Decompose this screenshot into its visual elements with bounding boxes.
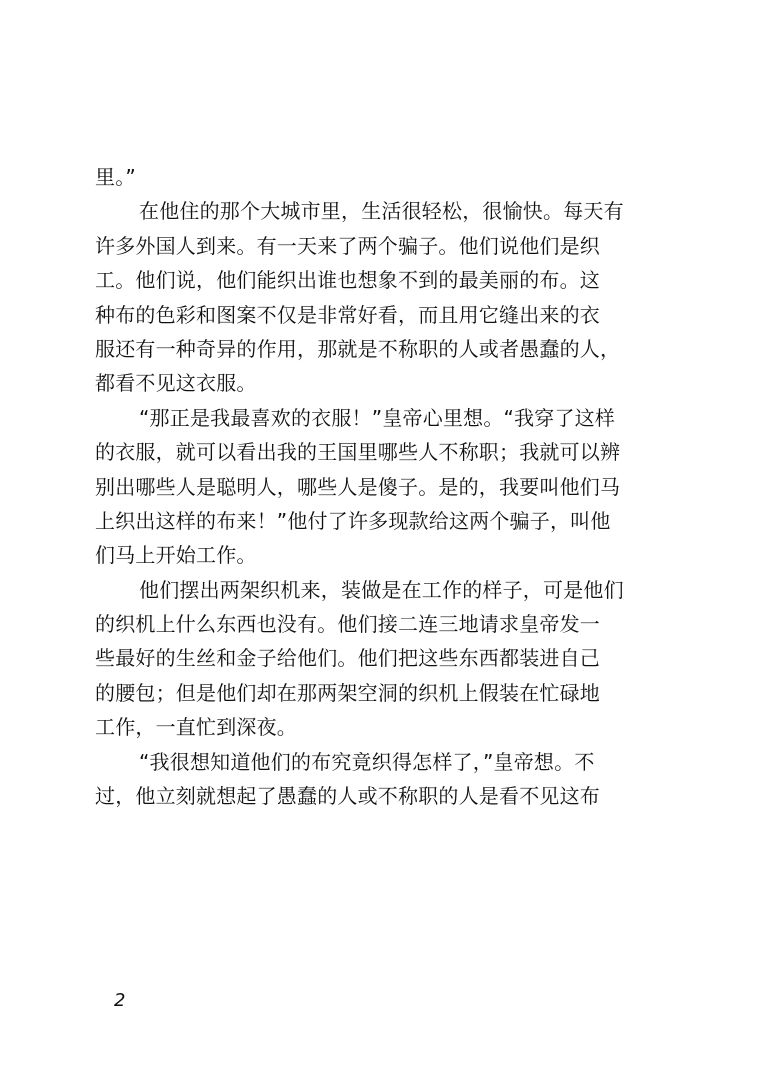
text-line: 过，他立刻就想起了愚蠢的人或不称职的人是看不见这布 [95,784,600,809]
text-line: 们马上开始工作。 [95,543,257,568]
text-line: “那正是我最喜欢的衣服！”皇帝心里想。“我穿了这样 [139,405,616,430]
text-line: 都看不见这衣服。 [95,371,257,396]
body-text [95,160,640,813]
text-line: 许多外国人到来。有一天来了两个骗子。他们说他们是织 [95,233,600,258]
text-line: 他们摆出两架织机来，装做是在工作的样子，可是他们 [139,577,624,602]
text-line: 的衣服，就可以看出我的王国里哪些人不称职；我就可以辨 [95,440,621,465]
text-line: 的腰包；但是他们却在那两架空洞的织机上假装在忙碌地 [95,680,600,705]
text-line: “我很想知道他们的布究竟织得怎样了，”皇帝想。不 [139,749,595,774]
text-line: 工作，一直忙到深夜。 [95,715,297,740]
text-line: 的织机上什么东西也没有。他们接二连三地请求皇帝发一 [95,612,600,637]
text-line: 工。他们说，他们能织出谁也想象不到的最美丽的布。这 [95,268,600,293]
text-line: 些最好的生丝和金子给他们。他们把这些东西都装进自己 [95,646,600,671]
text-line: 种布的色彩和图案不仅是非常好看，而且用它缝出来的衣 [95,302,600,327]
text-line: 在他住的那个大城市里，生活很轻松，很愉快。每天有 [139,199,624,224]
text-line: 别出哪些人是聪明人，哪些人是傻子。是的，我要叫他们马 [95,474,621,499]
text-line: 服还有一种奇异的作用，那就是不称职的人或者愚蠢的人， [95,336,621,361]
text-line: 上织出这样的布来！”他付了许多现款给这两个骗子，叫他 [95,508,611,533]
page-number: 2 [114,990,126,1011]
text-line: 里。” [95,165,136,189]
